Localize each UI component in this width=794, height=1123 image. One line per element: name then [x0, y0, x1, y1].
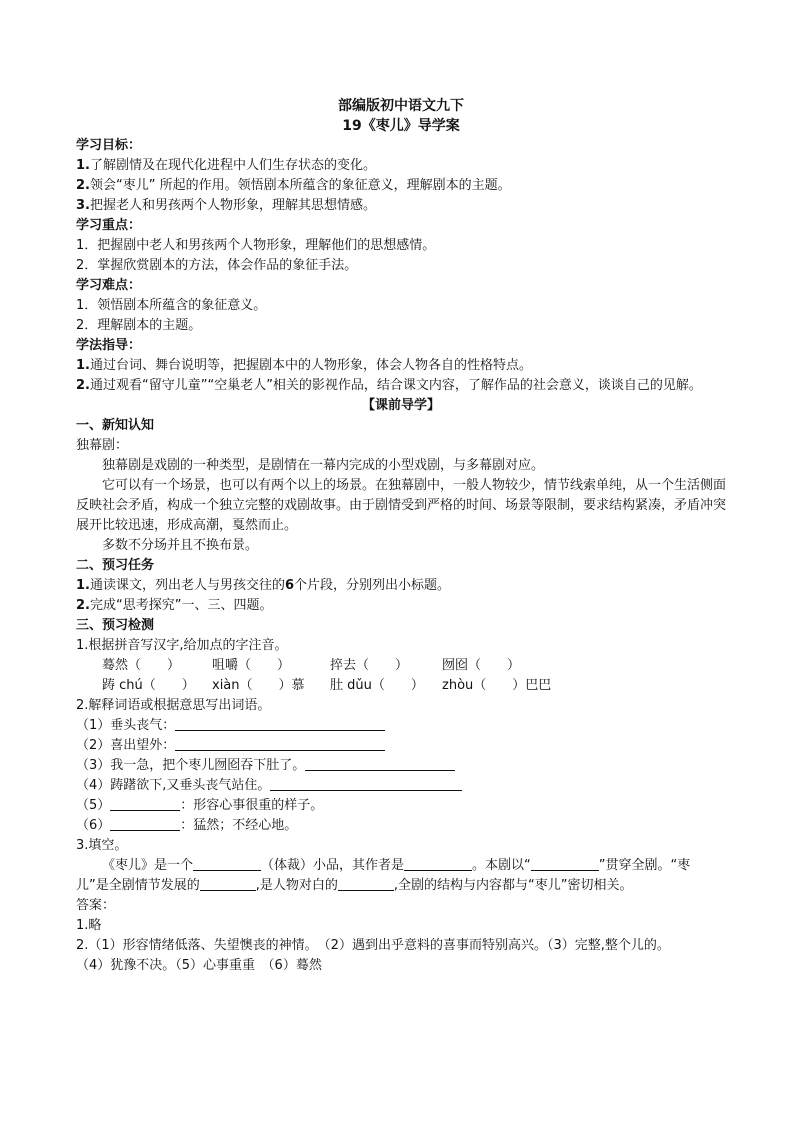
pinyin-row-1 [76, 656, 726, 676]
goal-item-1: 1.了解剧情及在现代化进程中人们生存状态的变化。 [76, 158, 376, 173]
part1-subtitle: 独幕剧： [76, 438, 129, 453]
answer-3: （4）犹豫不决。（5）心事重重 （6）蓦然 [76, 958, 322, 973]
difficult-item-1: 1．领悟剧本所蕴含的象征意义。 [76, 298, 267, 313]
word-item-2: （2）喜出望外： [76, 736, 726, 756]
answer-blank[interactable] [175, 736, 385, 751]
answer-blank[interactable] [193, 856, 261, 871]
answer-blank[interactable] [110, 796, 180, 811]
answer-blank[interactable] [270, 776, 462, 791]
pinyin-cell: 咀嚼（ ） [212, 658, 291, 673]
answer-blank[interactable] [531, 856, 599, 871]
pinyin-row-2 [76, 676, 726, 696]
word-item-3: （3）我一急，把个枣儿囫囵吞下肚了。 [76, 756, 726, 776]
section-title: 【课前导学】 [361, 398, 440, 413]
doc-title-line2: 19《枣儿》导学案 [342, 118, 460, 134]
document-page [76, 96, 726, 976]
pinyin-cell: 肚 dǔu（ ） [330, 678, 424, 693]
difficult-item-2: 2．理解剧本的主题。 [76, 318, 202, 333]
method-item-1: 1.通过台词、舞台说明等，把握剧本中的人物形象，体会人物各自的性格特点。 [76, 358, 532, 373]
word-item-1: （1）垂头丧气： [76, 716, 726, 736]
part2-item-2: 2.完成“思考探究”一、三、四题。 [76, 598, 273, 613]
question-1: 1.根据拼音写汉字,给加点的字注音。 [76, 638, 288, 653]
part1-paragraph-1: 独幕剧是戏剧的一种类型，是剧情在一幕内完成的小型戏剧，与多幕剧对应。 [102, 458, 545, 473]
goal-item-3: 3.把握老人和男孩两个人物形象，理解其思想情感。 [76, 198, 376, 213]
part2-item-1: 1.通读课文，列出老人与男孩交往的6个片段，分别列出小标题。 [76, 578, 451, 593]
goals-label: 学习目标： [76, 138, 142, 153]
answer-blank[interactable] [175, 716, 385, 731]
doc-title-line1: 部编版初中语文九下 [338, 98, 464, 114]
answer-blank[interactable] [338, 876, 394, 891]
pinyin-cell: 踌 chú（ ） [102, 678, 195, 693]
pinyin-cell: 蓦然（ ） [102, 658, 181, 673]
part1-label: 一、新知认知 [76, 418, 155, 433]
pinyin-cell: 囫囵（ ） [442, 658, 521, 673]
key-label: 学习重点： [76, 218, 142, 233]
key-item-1: 1．把握剧中老人和男孩两个人物形象，理解他们的思想感情。 [76, 238, 436, 253]
answer-blank[interactable] [404, 856, 472, 871]
pinyin-cell: xiàn（ ）慕 [212, 678, 305, 693]
answer-2: 2.（1）形容情绪低落、失望懊丧的神情。 （2）遇到出乎意料的喜事而特别高兴。（3）完整,整个儿的。 [76, 938, 670, 953]
answer-blank[interactable] [305, 756, 455, 771]
difficult-label: 学习难点： [76, 278, 142, 293]
key-item-2: 2．掌握欣赏剧本的方法，体会作品的象征手法。 [76, 258, 358, 273]
method-item-2: 2.通过观看“留守儿童”“空巢老人”相关的影视作品，结合课文内容，了解作品的社会意义，谈谈自己的见解。 [76, 378, 702, 393]
word-item-6: （6） ：猛然；不经心地。 [76, 818, 298, 833]
method-label: 学法指导： [76, 338, 142, 353]
part1-paragraph-3: 多数不分场并且不换布景。 [102, 538, 259, 553]
goal-item-2: 2.领会“枣儿” 所起的作用。领悟剧本所蕴含的象征意义，理解剧本的主题。 [76, 178, 511, 193]
pinyin-cell: zhòu（ ）巴巴 [442, 678, 552, 693]
part2-label: 二、预习任务 [76, 558, 155, 573]
word-item-4: （4）踌躇欲下,又垂头丧气站住。 [76, 776, 726, 796]
question-3: 3.填空。 [76, 838, 128, 853]
fill-line-1: 《枣儿》是一个 （体裁）小品，其作者是 。本剧以“ ”贯穿全剧。“枣 [102, 858, 691, 873]
question-2: 2.解释词语或根据意思写出词语。 [76, 698, 271, 713]
part1-paragraph-2: 它可以有一个场景，也可以有两个以上的场景。在独幕剧中，一般人物较少，情节线索单纯，从一个生活侧面反映社会矛盾，构成一个独立完整的戏剧故事。由于剧情受到严格的时间、场景等限制，要求结构紧凑，矛盾冲突展开比较迅速，形成高潮，戛然而止。 [76, 478, 727, 533]
answers-label: 答案： [76, 898, 116, 913]
answer-1: 1.略 [76, 918, 102, 933]
answer-blank[interactable] [110, 816, 180, 831]
answer-blank[interactable] [200, 876, 256, 891]
part3-label: 三、预习检测 [76, 618, 155, 633]
fill-line-2: 儿”是全剧情节发展的 ,是人物对白的 ,全剧的结构与内容都与“枣儿”密切相关。 [76, 878, 633, 893]
word-item-5: （5） ：形容心事很重的样子。 [76, 798, 324, 813]
pinyin-cell: 捽去（ ） [330, 658, 409, 673]
